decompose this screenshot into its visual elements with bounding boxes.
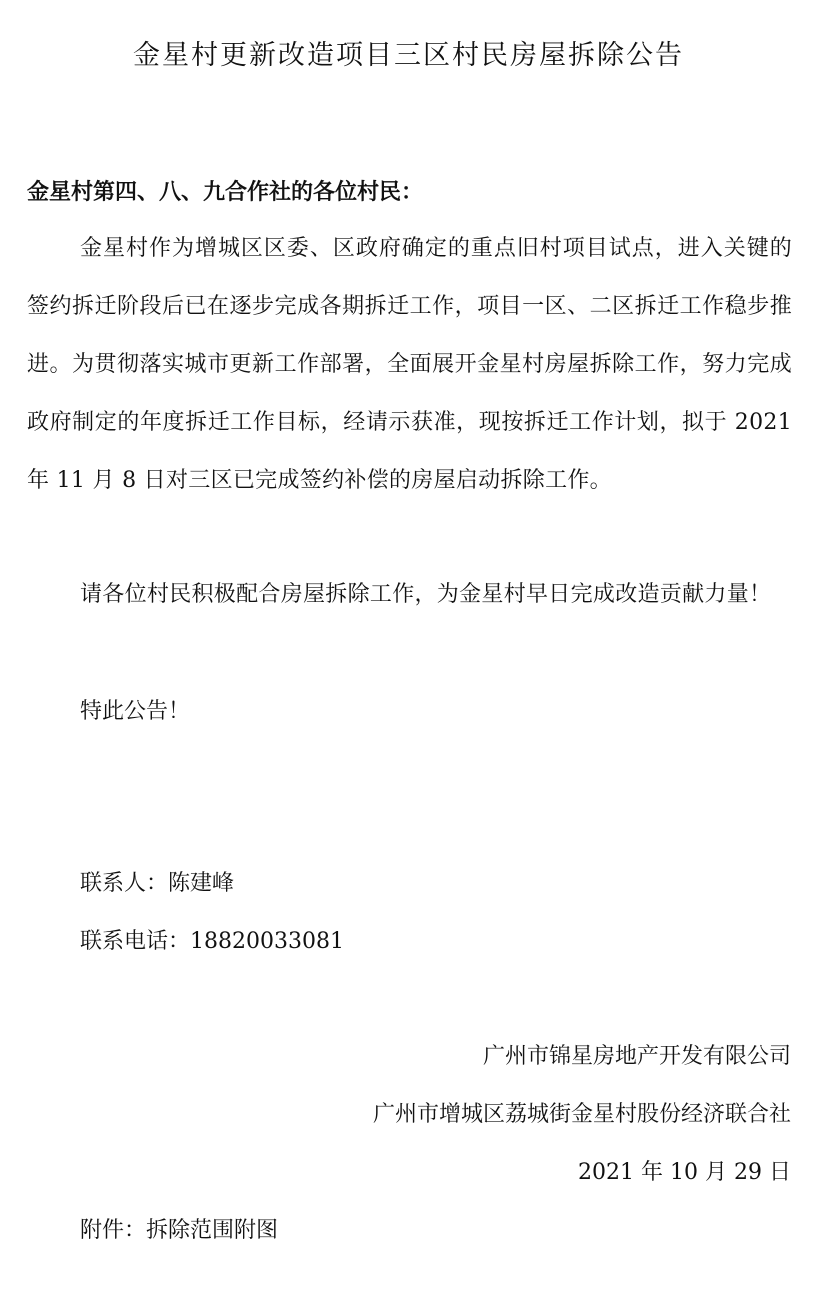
- body-paragraph-1: 金星村作为增城区区委、区政府确定的重点旧村项目试点，进入关键的签约拆迁阶段后已在逐步完成各期拆迁工作，项目一区、二区拆迁工作稳步推进。为贯彻落实城市更新工作部署，全面展开金星村房屋拆除工作，努力完成政府制定的年度拆迁工作目标，经请示获准，现按拆迁工作计划，拟于 2021 年 11 月 8 日对三区已完成签约补偿的房屋启动拆除工作。: [27, 236, 792, 493]
- body-paragraph-2: 请各位村民积极配合房屋拆除工作，为金星村早日完成改造贡献力量！: [80, 582, 772, 607]
- issuer-cooperative: 广州市增城区荔城街金星村股份经济联合社: [372, 1102, 791, 1127]
- issuer-company: 广州市锦星房地产开发有限公司: [482, 1044, 791, 1069]
- contact-phone: 联系电话：18820033081: [80, 929, 344, 954]
- contact-person: 联系人：陈建峰: [80, 871, 235, 896]
- closing-line: 特此公告！: [80, 699, 191, 724]
- salutation: 金星村第四、八、九合作社的各位村民：: [27, 179, 424, 205]
- notice-title: 金星村更新改造项目三区村民房屋拆除公告: [133, 40, 684, 71]
- attachment-line: 附件：拆除范围附图: [80, 1218, 279, 1243]
- issue-date: 2021 年 10 月 29 日: [578, 1160, 791, 1185]
